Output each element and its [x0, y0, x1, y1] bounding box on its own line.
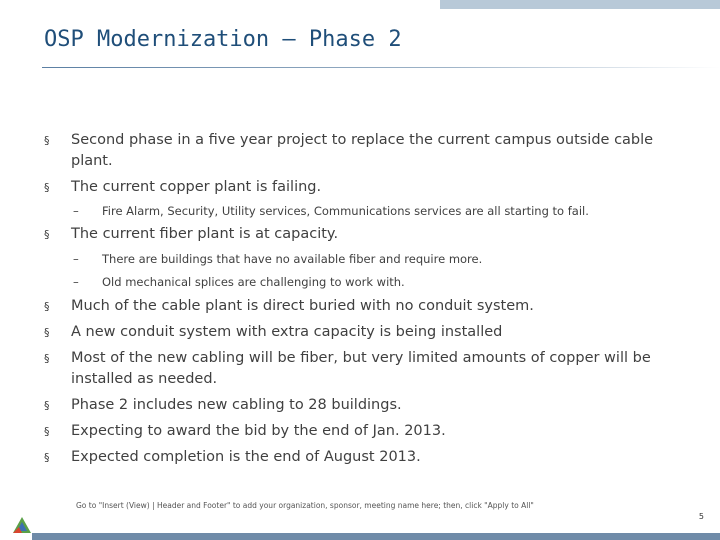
bullet-text: Most of the new cabling will be fiber, but very limited amounts of copper will be installed as needed. [71, 350, 651, 387]
sub-bullet-text: Fire Alarm, Security, Utility services, Communications services are all starting to fail. [102, 204, 589, 218]
slide-title: OSP Modernization – Phase 2 [44, 27, 402, 52]
header-accent-bar [440, 0, 720, 9]
sub-bullet-item [44, 202, 674, 220]
bullet-marker: § [44, 425, 50, 438]
sub-bullet-text: Old mechanical splices are challenging to work with. [102, 275, 405, 289]
sub-bullet-item [44, 273, 674, 291]
organization-logo-icon [12, 516, 32, 534]
bullet-item [44, 348, 674, 390]
bullet-item [44, 395, 674, 416]
bullet-item [44, 322, 674, 343]
bullet-marker: § [44, 228, 50, 241]
bullet-marker: § [44, 326, 50, 339]
bullet-item [44, 421, 674, 442]
bullet-text: Much of the cable plant is direct buried with no conduit system. [71, 298, 534, 314]
bullet-list [44, 130, 674, 468]
sub-bullet-text: There are buildings that have no available fiber and require more. [102, 252, 483, 266]
footer-accent-bar [32, 533, 720, 540]
bullet-text: Second phase in a five year project to replace the current campus outside cable plant. [71, 132, 654, 169]
footer-note: Go to "Insert (View) | Header and Footer" to add your organization, sponsor, meeting name here; then, click "Apply to All" [76, 501, 534, 510]
bullet-item [44, 447, 674, 468]
bullet-marker: § [44, 134, 50, 147]
bullet-text: The current fiber plant is at capacity. [71, 226, 339, 242]
bullet-text: Phase 2 includes new cabling to 28 buildings. [71, 397, 402, 413]
bullet-text: The current copper plant is failing. [71, 179, 322, 195]
page-number: 5 [698, 512, 704, 521]
bullet-item [44, 177, 674, 198]
bullet-text: Expected completion is the end of August 2013. [71, 449, 421, 465]
bullet-marker: § [44, 451, 50, 464]
sub-bullet-marker: – [73, 275, 79, 289]
bullet-text: Expecting to award the bid by the end of Jan. 2013. [71, 423, 446, 439]
sub-bullet-marker: – [73, 252, 79, 266]
bullet-item [44, 130, 674, 172]
bullet-marker: § [44, 300, 50, 313]
bullet-marker: § [44, 399, 50, 412]
bullet-item [44, 296, 674, 317]
bullet-item [44, 224, 674, 245]
title-underline [42, 67, 720, 68]
bullet-text: A new conduit system with extra capacity is being installed [71, 324, 503, 340]
sub-bullet-marker: – [73, 204, 79, 218]
bullet-marker: § [44, 181, 50, 194]
bullet-marker: § [44, 352, 50, 365]
sub-bullet-item [44, 250, 674, 268]
